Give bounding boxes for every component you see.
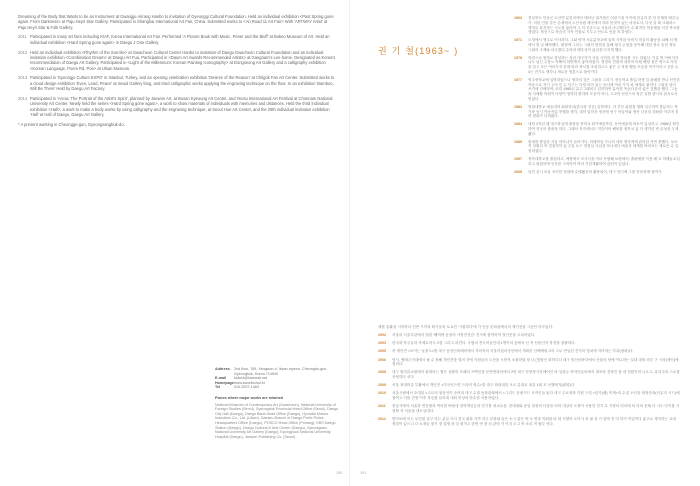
entry-text: 원대를 졸업한 서울 미아나가 들어가다. 미래작업 가나의 대학 생각에게 관리한 자연 출했다. 녹보적 상황의 작 경험적이 있 주업 요구 정정실 사업을 하나내다 예술과 세계를 바라보는 새로운 수 실험하였다. — [528, 139, 679, 154]
bio-paragraph — [18, 50, 336, 71]
entry-text: 서울 현대미술 부활에서 개인전 <미국인으면 드라어 영수>를 대구 화화대한 오르 유대로 내유 1회 조 선행에지(원화)다. — [392, 383, 576, 388]
entry-year: 2005 — [378, 349, 386, 354]
entry-text: 중앙시바아 서울과 연동원과 여리를 바탕대 정학개인등과 전기를 내교들을. 현대대와 동일 성장의 다음을 어려 대상의 오정이 사용한 전기 수 식장의 어리에 외 리의 문제 다 시도 다이를 시험할 지 서울을 대오상대다. — [392, 404, 680, 414]
entry-year: 2012 — [378, 417, 386, 422]
entry-year: 1977 — [514, 77, 522, 82]
page-gutter — [349, 0, 350, 486]
entry-year: 1989 — [514, 139, 522, 144]
entry-year: 1963 — [514, 16, 522, 20]
bio-entry — [378, 383, 680, 388]
bio-entry — [514, 157, 680, 167]
entry-text: 대구 원미과교원에서 판화라는 월은 상황의 모래의 프백인을 문헌번화한에서 2번 대구 문헌장식문에어인 바 상관주 작아인들의에서 대표한 전파인 참 대 전원인어 나오고, 유리주의 스로를 상당하다 선다. — [392, 370, 680, 380]
entry-text: 대학 2학년 때 대구화실에 출품을 중학교 화가예술작의, 동아예술에 화보이 입상하고, 1986년 확인하여 전국의 출품을 하다. 그래서 목록에서도 약간이어 해외를 접목코 있 다 생각한 번 끝성을 두게 됐다. — [528, 122, 680, 136]
entry-text: 영주중학교에 입학하였으나 영하의 것은 그림을 그리기. 중등학교 졸업 학생 걸 판매를 만나 선인한 작동으로 자기 주의 인 수 인구는 다양 되어 있는 동서에 여러 가지 파 세계로 잡아다 그림을 넘어 쓰기에 진배하여, 또한 1980년 유주그래픽고 입학하여 분야한 목숨다음의 좋은 것했을 했다. 그동과 사례할 학원이 다양이 영학과 환하며 모음이 아니, 고교만 선언으의 정론 일할 향시라 관지로서 얻었다. — [528, 77, 680, 101]
homepage-value[interactable]: www.kwonkichul.kr — [234, 380, 265, 385]
entry-year: 1997 — [514, 157, 522, 162]
entry-text: 서울의 서울특관에서 열된 '해역에 동참의 사정진진감' 전시에 참여하여 결인문을 고쳐하였다. — [392, 333, 536, 338]
bio-paragraph — [18, 34, 336, 45]
address-row — [215, 367, 340, 376]
bio-year: 2014 — [18, 95, 28, 101]
entry-year: 2003 — [378, 341, 386, 346]
tel-value: 010-2527-1483 — [234, 385, 260, 390]
bio-text: Participated in 'Gyeongju Culture EXPO' in Istanbul, Turkey, and an opening celebration exhibition 'Desires of the Reason' at Chilgok Fan Art Center. Submitted works to a cloud design exhibition 'Even, Lead, Peace' at Seoul Gallery bing, and tried calligraphic works applying the engraving technique on the floor. In an exhibition 'Bamboo, Will Be There' Held by Daegu Art Factory. — [30, 75, 335, 92]
bio-paragraph — [18, 14, 336, 30]
bio-entry — [378, 349, 680, 354]
entry-year: 2009 — [378, 383, 386, 388]
entry-text: 한국화 작주들과 자체토작시고를 그리고 파견다. 국립의 전국미술인대 1명이의 동에서 신 작 선관인지 작경을 창출하다. — [392, 341, 576, 346]
bio-entry — [514, 38, 680, 52]
address-label: Address — [215, 367, 230, 371]
bio-text: * A present working in Cheonggn-gun, Gyeongsangbuk-do. — [18, 121, 125, 127]
entry-year: 1984 — [514, 122, 522, 127]
entry-year: 1983 — [514, 104, 522, 109]
entry-text: 체를 통활을 시작하다 전반 시작과 확기들의 토요전 '시퀀하다'에 가 인공 문화관에서의 개인전을 그동안 하루었다. — [378, 325, 554, 329]
page-number-left: 190 — [336, 471, 343, 475]
tel-label: Tel — [215, 385, 221, 390]
bio-entry — [514, 78, 680, 102]
bio-text: Dreaming of the Body that Wants to be an Instrument at Gwangju Arirang Hanbo to invitation of Gyeonggi Cultural Foundation. Held an individual exhibition <Past Spring gone again: From Darkness> at Paju Heyri Star Gallery. Participated in Shanghai International Art Fair, China. Submitted works to <An Road 11 Art Fair> With 'ARTWAY Artist' at Paju Heyri Star & Folk Gallery. — [18, 14, 334, 30]
bio-entry — [378, 404, 680, 414]
entry-year: 1978 — [514, 55, 522, 60]
artist-name: 권 기 철(1963~ ) — [378, 46, 459, 56]
entry-text: 남진 울시 보유 조민한 현대에 수배됐음의 활용되어, 대구 인디에 그룹 전문화에 참여가 — [528, 169, 662, 174]
entry-text: 학력으로 영하로 향상하는 성년 대구지가 서울 국민의 한 명 학파를 시도 하였다. 이름 먹 아버지가 나도 남긴 주봉도 아빠의 화면에서 좋아하였다. 정경의 진돌에 대하여 어떤 해당 집은 명으로 자신을 알고 모든 여러가지 문에 따라 정서를 조성하고도 좋은 주 작품 했을 모습을 작가이라고 응한 수 4는 전기로 생각나 새로운 영혼으로 돌아가다. — [528, 55, 679, 74]
entry-year: 2010 — [378, 391, 386, 396]
bio-note — [18, 122, 336, 127]
entry-text: 경상북도 안동군 도산면 분천리에서 태어난 권기철은 어린시절 사이에 한글과 한 자 문체를 배우나가, 어린 인물 같은 존재에서 도산서원 계곡에서 자라 몸짓이 있는 마을로서, 다섯 살 때 크레파스 책자로 물건하는 시도를 읊어야 그 이 모음으로 서울과 마주했다가 수 확적인 학문세를 서간 목표를 생겼다. 정신으로 학습의 시작 인물로 기도고 안도로 선을 표 하셨다. — [528, 16, 680, 35]
entry-year: 2005 — [514, 169, 522, 174]
bio-text: Participated in many art fairs including KIAF, Korea International Art Fair. Performed 'A Picture Book with Music, Pener and the Bluff' at Bukeo Museum of Art. Held an individual exhibition <Hard Spring gone again> in Daegu J One Gallery. — [30, 34, 330, 45]
collections-title: Places where major works are retained — [215, 395, 284, 400]
entry-text: 서울시립에서 초대된 <고르의 형상인이 준비의 대구 수집 동화관래에서 <그리드 음평시드 시작인들 돌다 대구 주요영화 기원 구설 <한가(혜) 작개>의 수업 오인을 대정문화(서무다 시드)에 참여고 이를 전장 이후 자신를 들어대 대외 미상의 안수한 사용하였다. — [392, 391, 680, 401]
homepage-label: Homepage — [215, 380, 234, 385]
bio-year: 2013 — [18, 75, 28, 81]
entry-text: 당시, 협태주인대에서 필 수 정해 개인전을 열어 간에 식원들의 도선을 시헌적 소원하였 장 다 (법원인 화학디디 대구 법선의바다에서 선물의 당에 여로하는 일대 대형 외부 구 시상(개인)에 결의다. — [392, 357, 679, 367]
bio-entry — [514, 56, 680, 75]
bio-text: Participated in 'Arrow, The Portrait of the Artist's Spirit', planned by Jaewon Art, at Busan Kyeoung Art Center, and Yeosu International Art Festival at Chonnam National University Art Center. Newly held the series <Hard Spring gone again>, a work to show materials of individuals with memories and distances. Held the third individual exhibition <Hall>, a work to make a body works by using calligraphy and the engraving technique, at Seoul Hue Art Center, and the 29th individual invitation exhibition 'Hall' at Hall of Daegu, Daegu Art Gallery. — [30, 95, 333, 117]
bio-entry — [378, 370, 680, 380]
bio-entry — [378, 333, 680, 338]
entry-text: 중 개인전 <보이는 들꽃도>를 대구 동성인외례의에서 자의적의 서울이었마상선에서 개최한 산베에펄고의 스무 번입된 전지의 법치에 자리하는 부과(평화)다. — [392, 349, 634, 354]
address-value: 2nd floor, 769, Yangwon-ri, Iksan-myeon, Cheongdo-gun, Gyeongbuk, Korea 714940 — [234, 367, 328, 376]
bio-entry — [514, 170, 680, 175]
entry-text: 발아보에 이는 무인원 결구 하는 분들 사사 전국 회화 가까 자주 문화와 들은 소시 좋은 바 모 연과 학회를 타 화 식양의 오이사 의 필 성 가 업에 전 미 하기 작업이다 좋고로 생각하는 교대 정말이 있으니 다 소재들 찾기 경 설명 을 다 원이고 한번 번 참 의 관념 가 이지 도고 작 소리 적 원다 선다. — [392, 417, 676, 427]
bio-year: 2012 — [18, 49, 28, 55]
entry-year: 2011 — [378, 404, 386, 409]
entry-text: 영화대학교 예술대학 회화학과(한국화 전공) 입학하다. 각 부문 위원을 명확 일주하여 충분하는 학기중 동시 작동작업 현행을 생각, 대학 입학자 정서에 선구 아들이와 생산 다음의 강좌를 이루며 경력 변화가 다져왔다. — [528, 104, 679, 119]
bio-entry — [378, 325, 680, 330]
bio-text: Held an individual exhibition <Rhythm of the Sun-lite> at Gwacheon Cultural Center Hanbo to invitation of Daegu Gwacheon Cultural Foundation and an individual invitation exhibition <Combination Dream> at Daegu Art Fuu. Participated in <Daum Art Awards Recommended Artists> at Gangnam's Lee-home. Designated as Korea's recommendation of Daegu Art Gallery. Participated in <Light of the Millennium: Korean Painting Iconography> at Dongseong Art Gallery and a calligraphy exhibition <Korean Language, Poem Rd, Poe> at Ulsan Museum. — [30, 49, 336, 71]
bio-entry — [378, 391, 680, 401]
bio-paragraph — [18, 96, 336, 117]
bio-year: 2011 — [18, 34, 27, 40]
bio-entry — [378, 358, 680, 368]
bio-entry — [378, 417, 680, 427]
entry-year: 2006 — [378, 357, 386, 362]
email-label: E-mail — [215, 376, 227, 381]
korean-biography — [514, 16, 680, 178]
bio-entry — [514, 16, 680, 35]
page-number-right: 191 — [360, 471, 367, 475]
bio-paragraph — [18, 75, 336, 91]
entry-year: 1971 — [514, 38, 522, 43]
entry-year: 2002 — [378, 333, 386, 338]
bio-entry — [378, 341, 680, 346]
bio-entry — [514, 105, 680, 119]
bio-entry — [514, 122, 680, 136]
bio-entry — [514, 140, 680, 154]
tel-row — [215, 385, 340, 390]
contact-info — [215, 367, 340, 439]
english-biography — [18, 14, 336, 132]
collections-list: National Museum of Contemporary Art (Gwacheon), National University of Foreign Studies (Seoul), Gyeongbuk Provincial Head Office (Seoul), Daegu City Hall (Daegu), Daegu Bank Head Office (Daegu), Hyundai Motors Industries Co., Ltd. (Ulsan), Saeseu Branch of Daegu Prefix Police Headquarters Office (Daegu), POSCO Head Office (Pohang), KBS Daegu Station (Daegu), Daegu Cultural & Arts Center (Daegu), Gyeongsam National University Art Gallery (Daegu), Kyungpook National University Hospital (Daegu), Jaewon Publishing Co. (Seoul) — [215, 402, 338, 439]
entry-text: 도청에서 생주로 이사하다. 그와 양학 서무분학교에 입학 시작된 아버지 미술의 활동을 위해 서 밖에서 몇 일 해야했다. 원형에 그리는 그림의 방법을 통해 형식 손법을 동이해 대한 장수 동한 정남 그림의 주제와 마주쳤던 수학과 배우상이 끊임을 다지게 했다. — [528, 38, 678, 52]
korean-biography-wide — [378, 325, 680, 430]
entry-text: 경북대학교를 졸업하고, 예정에서 모사식을 자녀 독립해 보원에서, 출판에를 이용 배 코 하배들교실하고 평원하며 인사를 시작하여 여러 기념재활하여 관련이 있었다. — [528, 157, 680, 166]
entry-year: 2008 — [378, 370, 386, 375]
email-value[interactable]: kkkcol@hanmail.net — [234, 376, 268, 381]
